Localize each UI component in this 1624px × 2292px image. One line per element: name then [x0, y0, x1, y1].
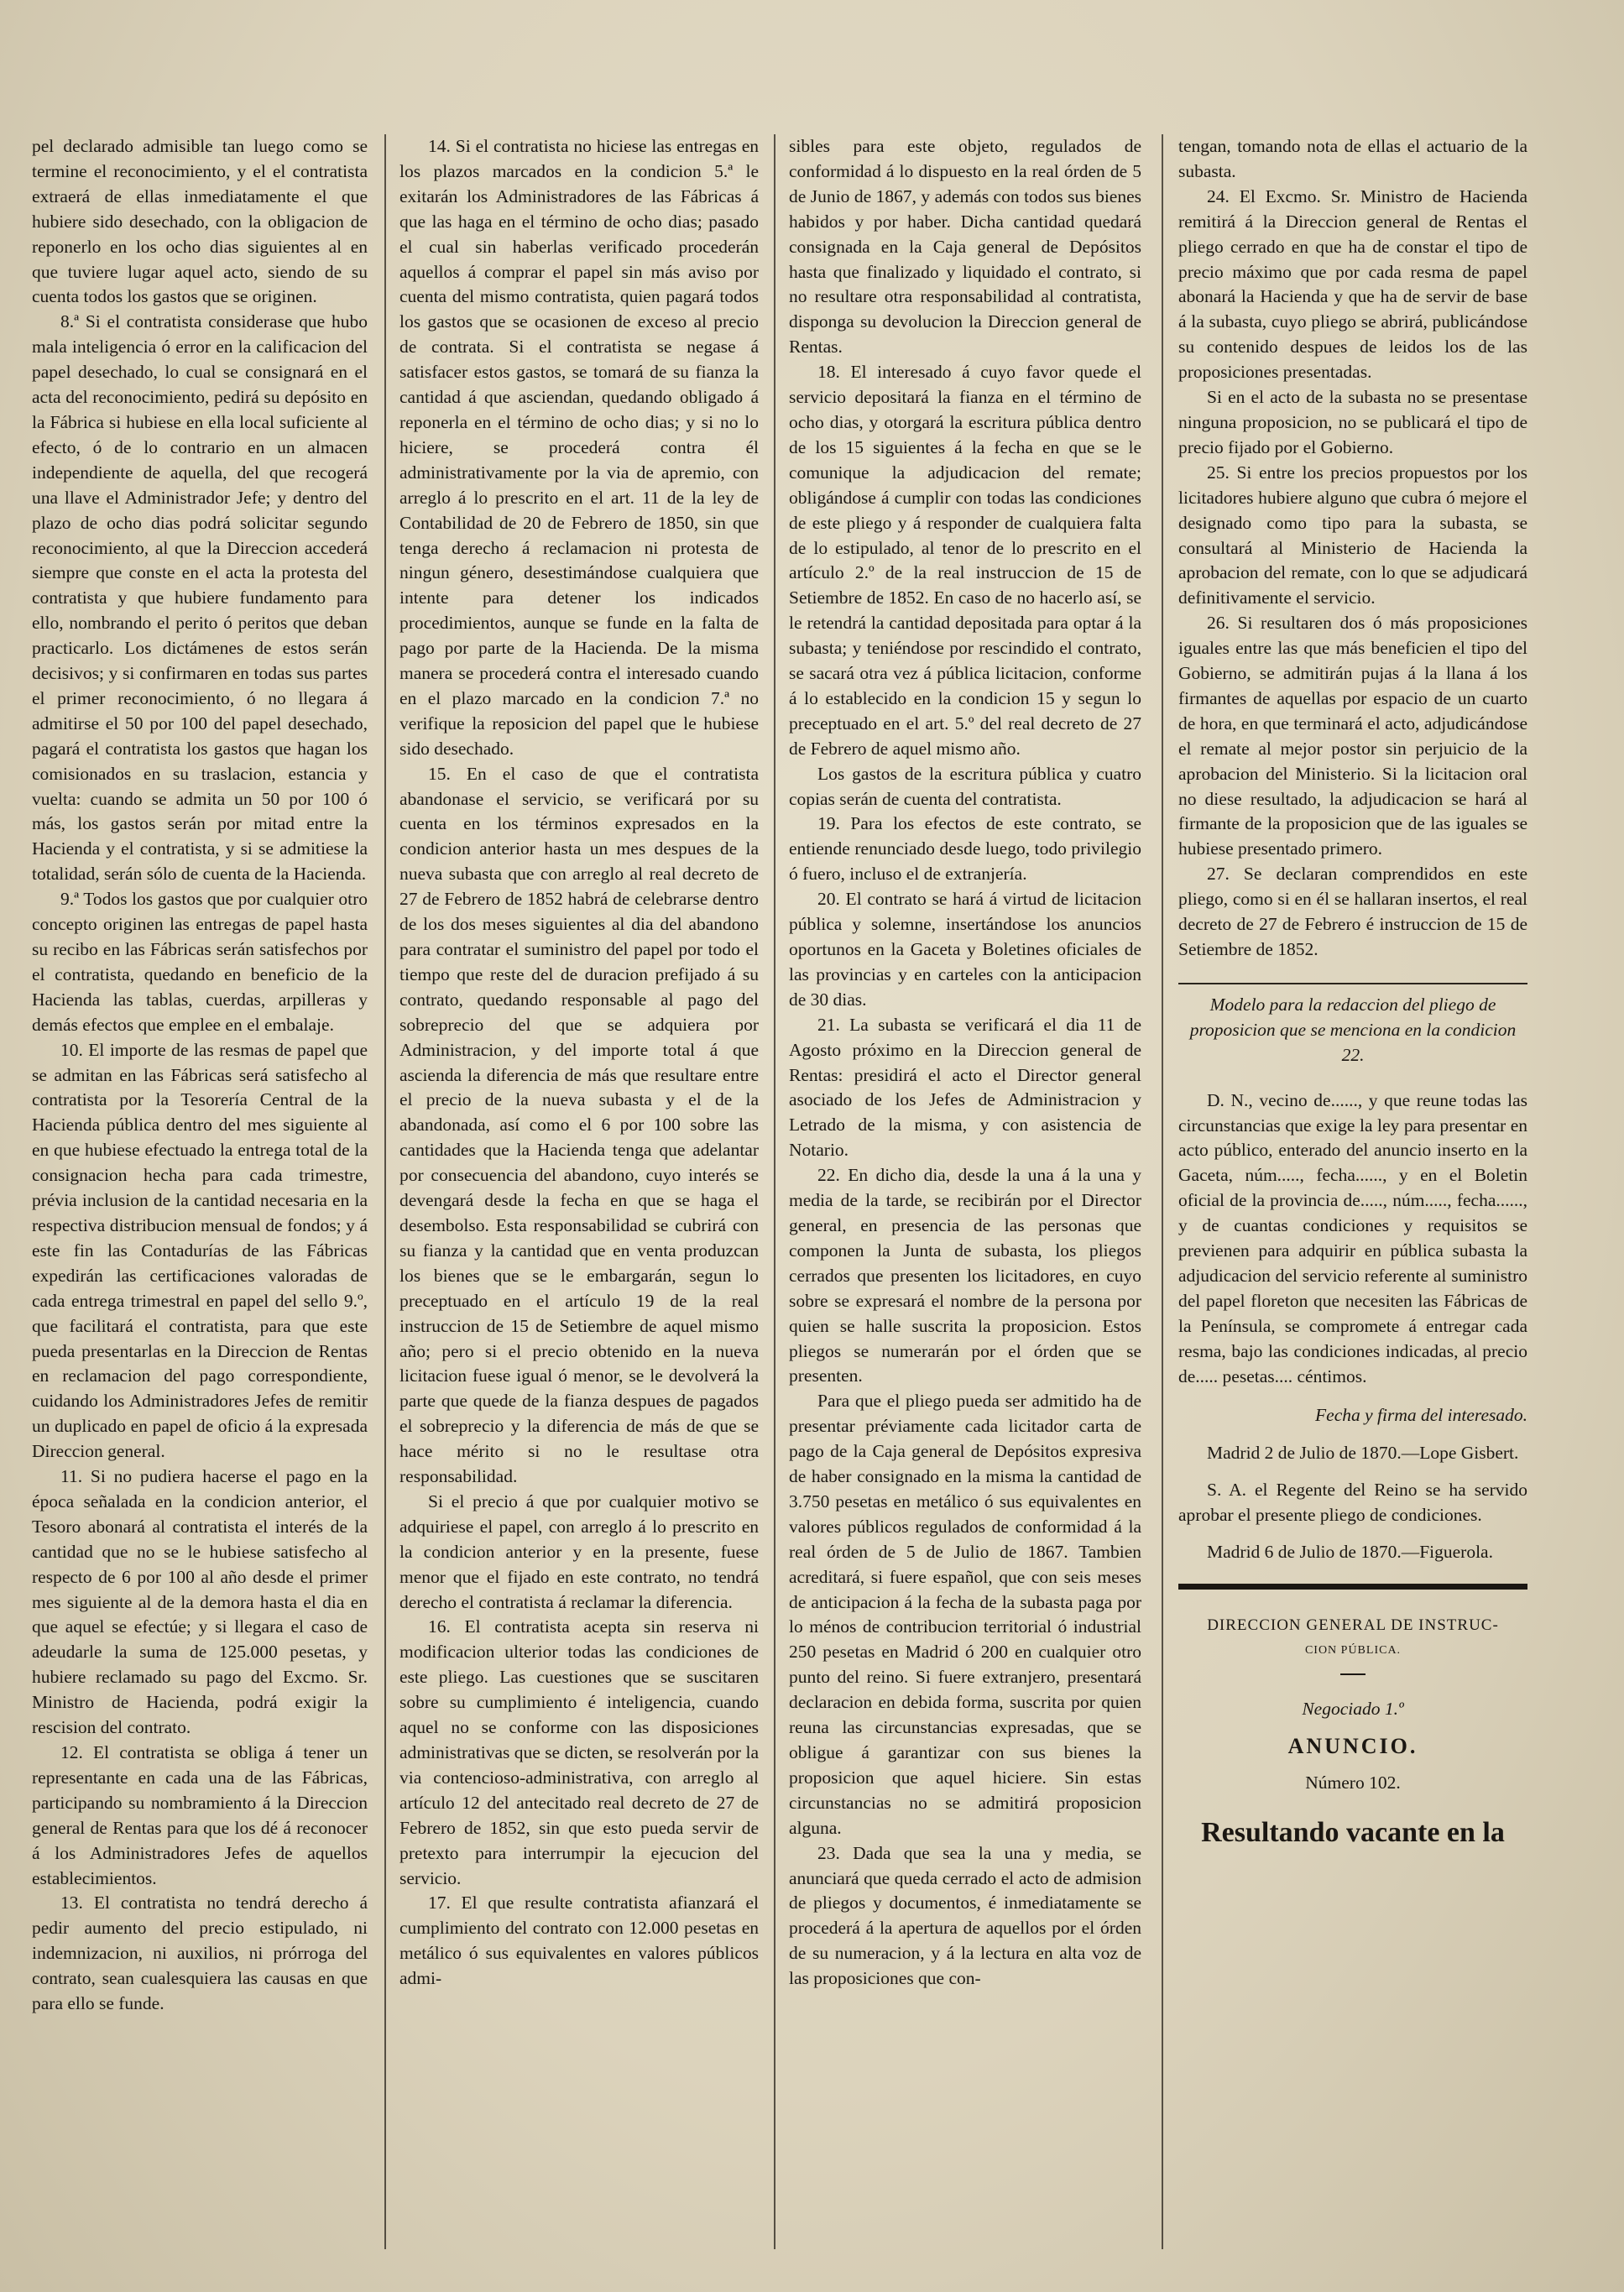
modelo-title: Modelo para la redaccion del pliego de proposicion que se menciona en la condicion 22.	[1178, 983, 1527, 1068]
direccion-subheading: CION PÚBLICA.	[1304, 1643, 1402, 1657]
paragraph: 12. El contratista se obliga á tener un representante en cada una de las Fábricas, participando su nombramiento á la Direccion general de Rentas para que los dé á reconocer á los Administradores Jefes de aquellos establecimientos.	[32, 1742, 368, 1888]
regente-note: S. A. el Regente del Reino se ha servido aprobar el presente pliego de condiciones.	[1178, 1480, 1527, 1526]
short-dash	[1340, 1673, 1366, 1675]
paragraph: 22. En dicho dia, desde la una á la una y media de la tarde, se recibirán por el Director general, en presencia de las personas que componen la Junta de subasta, los pliegos cerrados que presenten los licitadores, en cuyo sobre se expresará el nombre de la persona por quien se halle suscrita la proposicion. Estos pliegos se numerarán por el órden que se presenten.	[789, 1165, 1141, 1386]
paragraph: 20. El contrato se hará á virtud de licitacion pública y solemne, insertándose los anuncios oportunos en la Gaceta y Boletines oficiales de las provincias y en carteles con la anticipacion de 30 dias.	[789, 889, 1141, 1010]
paragraph: 16. El contratista acepta sin reserva ni modificacion ulterior todas las condiciones de este pliego. Las cuestiones que se suscitaren sobre su cumplimiento é inteligencia, cuando aquel no se conforme con las disposiciones administrativas que se dicten, se resolverán por la via contencioso-administrativa, con arreglo al artículo 12 del antecitado real decreto de 27 de Febrero de 1852, sin que esto pueda servir de pretexto para interrumpir la ejecucion del servicio.	[399, 1616, 759, 1888]
paragraph: 26. Si resultaren dos ó más proposiciones iguales entre las que más beneficien el tipo del Gobierno, se admitirán pujas á la llana á los firmantes de aquellas por espacio de un cuarto de hora, en que terminará el acto, adjudicándose el remate al mejor postor sin perjuicio de la aprobacion del Ministerio. Si la licitacion oral no diese resultado, la adjudicacion se hará al firmante de la proposicion que de las iguales se hubiese presentado primero.	[1178, 613, 1527, 859]
anuncio-number: Número 102.	[1305, 1772, 1401, 1793]
text-column-1	[32, 134, 368, 2266]
column-rule	[1162, 134, 1163, 2249]
paragraph: 11. Si no pudiera hacerse el pago en la época señalada en la condicion anterior, el Tesoro abonará al contratista el interés de la cantidad que no se le hubiese satisfecho al respecto de 6 por 100 al año desde el primer mes siguiente al de la demora hasta el dia en que aquel se efectúe; y si llegara el caso de adeudarle la suma de 125.000 pesetas, y hubiere reclamado su pago del Excmo. Sr. Ministro de Hacienda, podrá exigir la rescision del contrato.	[32, 1466, 368, 1738]
paragraph: 17. El que resulte contratista afianzará el cumplimiento del contrato con 12.000 pesetas en metálico ó sus equivalentes en valores públicos admi-	[399, 1893, 759, 1989]
paragraph: 25. Si entre los precios propuestos por los licitadores hubiere alguno que cubra ó mejore el designado como tipo para la subasta, se consultará al Ministerio de Hacienda la aprobacion del remate, con lo que se adjudicará definitivamente el servicio.	[1178, 462, 1527, 608]
paragraph: 10. El importe de las resmas de papel que se admitan en las Fábricas será satisfecho al contratista por la Tesorería Central de la Hacienda pública dentro del mes siguiente al en que hubiese efectuado la entrega total de la consignacion hecha para cada trimestre, prévia inclusion de la cantidad necesaria en la respectiva distribucion mensual de fondos; y á este fin las Contadurías de las Fábricas expedirán las certificaciones valoradas de cada entrega trimestral en papel del sello 9.º, que facilitará el contratista, para que este pueda presentarlas en la Direccion de Rentas en reclamacion del pago correspondiente, cuidando los Administradores Jefes de remitir un duplicado en papel de oficio á la expresada Direccion general.	[32, 1039, 368, 1462]
paragraph: Si en el acto de la subasta no se presentase ninguna proposicion, no se publicará el tipo de precio fijado por el Gobierno.	[1178, 387, 1527, 457]
paragraph: 23. Dada que sea la una y media, se anunciará que queda cerrado el acto de admision de pliegos y documentos, é inmediatamente se procederá á la apertura de aquellos por el órden de su numeracion, y á la lectura en alta voz de las proposiciones que con-	[789, 1842, 1141, 1989]
text-column-2	[399, 134, 759, 2266]
modelo-firma: Fecha y firma del interesado.	[1315, 1404, 1527, 1425]
paragraph: 18. El interesado á cuyo favor quede el servicio depositará la fianza en el término de ocho dias, y otorgará la escritura pública dentro de los 15 siguientes á la fecha en que se le comunique la adjudicacion del remate; obligándose á cumplir con todas las condiciones de este pliego y á responder de cualquiera falta de lo estipulado, al tenor de lo prescrito en el artículo 2.º de la real instruccion de 15 de Setiembre de 1852. En caso de no hacerlo así, se le retendrá la cantidad depositada para optar á la subasta; y teniéndose por rescindido el contrato, se sacará otra vez á pública licitacion, conforme á lo establecido en la condicion 15 y segun lo preceptuado en el art. 5.º del real decreto de 27 de Febrero de aquel mismo año.	[789, 362, 1141, 759]
paragraph: 15. En el caso de que el contratista abandonase el servicio, se verificará por su cuenta en los términos expresados en la condicion anterior hasta un mes despues de la nueva subasta que con arreglo al real decreto de 27 de Febrero de 1852 habrá de celebrarse dentro de los dos meses siguientes al dia del abandono para contratar el suministro del papel por todo el tiempo que reste del de duracion prefijado á su contrato, quedando responsable al pago del sobreprecio del que se adquiera por Administracion, y del importe total á que ascienda la diferencia de más que resultare entre el precio de la nueva subasta y el de la abandonada, así como el 6 por 100 sobre las cantidades que la Hacienda tenga que adelantar por consecuencia del abandono, cuyo interés se devengará desde la fecha en que se haga el desembolso. Esta responsabilidad se cubrirá con su fianza y la cantidad que en venta produzcan los bienes que se le embargarán, segun lo preceptuado en el artículo 19 de la real instruccion de 15 de Setiembre de aquel mismo año; pero si el precio obtenido en la nueva licitacion fuese igual ó menor, se le devolverá la parte que quede de la fianza despues de pagados el sobreprecio y la diferencia de más de que se hace mérito si no le resultase otra responsabilidad.	[399, 763, 759, 1487]
paragraph: Si el precio á que por cualquier motivo se adquiriese el papel, con arreglo á lo prescrito en la condicion anterior y en la presente, fuese menor que el fijado en este contrato, no tendrá derecho el contratista á reclamar la diferencia.	[399, 1491, 759, 1612]
paragraph: sibles para este objeto, regulados de conformidad á lo dispuesto en la real órden de 5 de Junio de 1867, y además con todos sus bienes habidos y por haber. Dicha cantidad quedará consignada en la Caja general de Depósitos hasta que finalizado y liquidado el contrato, si no resultare otra responsabilidad al contratista, disponga su devolucion la Direccion general de Rentas.	[789, 136, 1141, 358]
text-column-3	[789, 134, 1141, 2266]
column-rule	[384, 134, 386, 2249]
paragraph: 9.ª Todos los gastos que por cualquier otro concepto originen las entregas de papel hasta su recibo en las Fábricas serán satisfechos por el contratista, quedando en beneficio de la Hacienda las tablas, cuerdas, arpilleras y demás efectos que emplee en el embalaje.	[32, 889, 368, 1035]
section-rule	[1178, 1584, 1527, 1590]
negociado: Negociado 1.º	[1302, 1698, 1404, 1719]
text-column-4	[1178, 134, 1527, 2266]
paragraph: 13. El contratista no tendrá derecho á pedir aumento del precio estipulado, ni indemnizacion, ni auxilios, ni prórroga del contrato, sean cualesquiera las causas en que para ello se funde.	[32, 1893, 368, 2014]
madrid-date-1: Madrid 2 de Julio de 1870.—Lope Gisbert.	[1207, 1443, 1519, 1464]
anuncio-lead: Resultando vacante en la	[1201, 1816, 1505, 1848]
madrid-date-2: Madrid 6 de Julio de 1870.—Figuerola.	[1207, 1542, 1493, 1563]
paragraph: 27. Se declaran comprendidos en este pliego, como si en él se hallaran insertos, el real decreto de 27 de Febrero é instruccion de 15 de Setiembre de 1852.	[1178, 864, 1527, 959]
paragraph: 24. El Excmo. Sr. Ministro de Hacienda remitirá á la Direccion general de Rentas el pliego cerrado en que ha de constar el tipo de precio máximo que por cada resma de papel abonará la Hacienda y que ha de servir de base á la subasta, cuyo pliego se abrirá, publicándose su contenido despues de leidos los de las proposiciones presentadas.	[1178, 185, 1527, 383]
paragraph: Los gastos de la escritura pública y cuatro copias serán de cuenta del contratista.	[789, 763, 1141, 809]
paragraph: 8.ª Si el contratista considerase que hubo mala inteligencia ó error en la calificacion del papel desechado, lo cual se consignará en el acta del reconocimiento, pedirá su depósito en la Fábrica si hubiese en ella local suficiente al efecto, ó de lo contrario en un almacen independiente de aquella, del que recogerá una llave el Administrador Jefe; y dentro del plazo de ocho dias podrá solicitar segundo reconocimiento, al que la Direccion accederá siempre que conste en el acta la protesta del contratista y que hubiere fundamento para ello, nombrando el perito ó peritos que deban practicarlo. Los dictámenes de estos serán decisivos; y si confirmaren en todas sus partes el primer reconocimiento, ó no llegara á admitirse el 50 por 100 del papel desechado, pagará el contratista los gastos que hagan los comisionados en su traslacion, estancia y vuelta: cuando se admita un 50 por 100 ó más, los gastos serán por mitad entre la Hacienda y el contratista, y si se admitiese la totalidad, serán sólo de cuenta de la Hacienda.	[32, 311, 368, 885]
column-rule	[774, 134, 775, 2249]
anuncio-heading: ANUNCIO.	[1287, 1733, 1418, 1758]
paragraph: 21. La subasta se verificará el dia 11 de Agosto próximo en la Direccion general de Rentas: presidirá el acto el Director general asociado de los Jefes de Administracion y Letrado de la misma, y con asistencia de Notario.	[789, 1014, 1141, 1161]
paragraph: pel declarado admisible tan luego como se termine el reconocimiento, y el el contratista extraerá de ellas inmediatamente el que hubiere sido desechado, con la obligacion de reponerlo en los ocho dias siguientes al en que tuviere lugar aquel acto, siendo de su cuenta todos los gastos que se originen.	[32, 136, 368, 307]
paragraph: tengan, tomando nota de ellas el actuario de la subasta.	[1178, 136, 1527, 181]
paragraph: Para que el pliego pueda ser admitido ha de presentar préviamente cada licitador carta de pago de la Caja general de Depósitos expresiva de haber consignado en la misma la cantidad de 3.750 pesetas en metálico ó sus equivalentes en valores públicos regulados de conformidad á la real órden de 5 de Julio de 1867. Tambien acreditará, si fuere español, que con seis meses de anticipacion á la fecha de la subasta paga por lo ménos de contribucion territorial ó industrial 250 pesetas en Madrid ó 200 en cualquier otro punto del reino. Si fuere extranjero, presentará declaracion en debida forma, suscrita por quien reuna las circunstancias expresadas, que se obligue á garantizar con sus bienes la proposicion que aquel hiciere. Sin estas circunstancias no se admitirá proposicion alguna.	[789, 1391, 1141, 1838]
direccion-heading: DIRECCION GENERAL DE INSTRUC-	[1207, 1616, 1499, 1635]
paragraph: 14. Si el contratista no hiciese las entregas en los plazos marcados en la condicion 5.ª le exitarán los Administradores de las Fábricas á que las haga en el término de ocho dias; pasado el cual sin haberlas verificado procederán aquellos á comprar el papel sin más aviso por cuenta del mismo contratista, quien pagará todos los gastos que se ocasionen de exceso al precio de contrata. Si el contratista se negase á satisfacer estos gastos, se tomará de su fianza la cantidad á que asciendan, quedando obligado á reponerla en el término de ocho dias; y si no lo hiciere, se procederá contra él administrativamente por la via de apremio, con arreglo á lo prescrito en el art. 11 de la ley de Contabilidad de 20 de Febrero de 1850, sin que tenga derecho á reclamacion ni protesta de ningun género, desestimándose cualquiera que intente para detener los indicados procedimientos, aunque se funde en la falta de pago por parte de la Hacienda. De la misma manera se procederá contra el interesado cuando en el plazo marcado en la condicion 7.ª no verifique la reposicion del papel que le hubiese sido desechado.	[399, 136, 759, 759]
modelo-body: D. N., vecino de......, y que reune todas las circunstancias que exige la ley para presentar en acto público, enterado del anuncio inserto en la Gaceta, núm....., fecha......, y en el Boletin oficial de la provincia de....., núm....., fecha......, y de cuantas condiciones y requisitos se previenen para adquirir en pública subasta la adjudicacion del servicio referente al suministro del papel floreton que necesiten las Fábricas de la Península, se compromete á entregar cada resma, bajo las condiciones indicadas, al precio de..... pesetas.... céntimos.	[1178, 1089, 1527, 1386]
paragraph: 19. Para los efectos de este contrato, se entiende renunciado desde luego, todo privilegio ó fuero, incluso el de extranjería.	[789, 813, 1141, 885]
